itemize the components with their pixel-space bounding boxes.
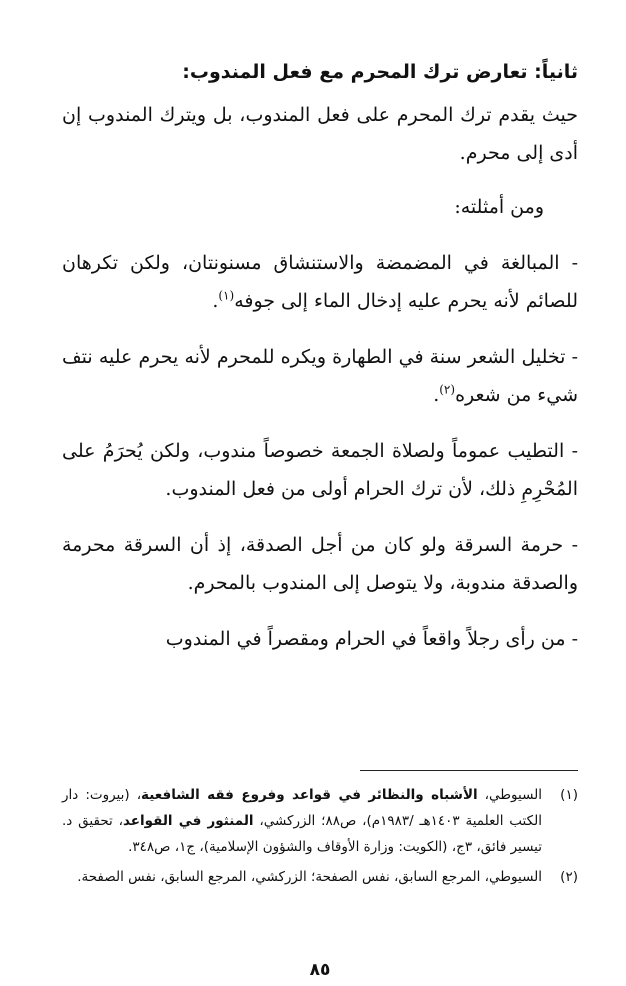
page-number: ٨٥: [309, 960, 331, 980]
footnote-ref[interactable]: (٢): [439, 382, 456, 397]
bullet-item: [62, 338, 578, 414]
bullet-text: - المبالغة في المضمضة والاستنشاق مسنونتان، ولكن تكرهان للصائم لأنه يحرم عليه إدخال الماء إلى جوفه: [62, 252, 578, 312]
footnote: [62, 864, 578, 890]
bullet-text: - تخليل الشعر سنة في الطهارة ويكره للمحرم لأنه يحرم عليه نتف شيء من شعره: [62, 346, 578, 406]
footnote-ref[interactable]: (١): [218, 288, 235, 303]
footnote-book-title: المنثور في القواعد: [123, 813, 254, 829]
bullet-item: [62, 526, 578, 602]
footnote: [62, 782, 578, 860]
footnote-publication: ، تحقيق د. تيسير فائق، ٣ج، (الكويت: وزارة الأوقاف والشؤون الإسلامية)، ج١، ص٣٤٨.: [62, 813, 542, 855]
footnote-number: (١): [560, 787, 578, 803]
footnote-text: [62, 782, 542, 860]
footnote-number: (٢): [560, 869, 578, 885]
bullet-item: [62, 432, 578, 508]
bullet-text: - التطيب عموماً ولصلاة الجمعة خصوصاً مندوب، ولكن يُحرَمُ على المُحْرِمِ ذلك، لأن ترك الحرام أولى من فعل المندوب.: [62, 440, 578, 500]
section-heading: ثانياً: تعارض ترك المحرم مع فعل المندوب:: [182, 61, 578, 83]
intro-paragraph: حيث يقدم ترك المحرم على فعل المندوب، بل ويترك المندوب إن أدى إلى محرم.: [62, 104, 578, 164]
bullet-item: [62, 620, 578, 658]
footnote-book-title: الأشباه والنظائر في قواعد وفروع فقه الشافعية: [141, 787, 478, 803]
book-page: [62, 52, 578, 986]
footnote-divider: [360, 770, 578, 771]
bullet-text: - حرمة السرقة ولو كان من أجل الصدقة، إذ أن السرقة محرمة والصدقة مندوبة، ولا يتوصل إلى المندوب بالمحرم.: [62, 534, 578, 594]
bullet-text: - من رأى رجلاً واقعاً في الحرام ومقصراً في المندوب: [165, 628, 578, 650]
footnotes: [62, 782, 578, 890]
bullet-tail: .: [433, 384, 440, 406]
bullet-item: [62, 244, 578, 320]
footnote-author: السيوطي،: [477, 787, 542, 803]
examples-intro: ومن أمثلته:: [454, 196, 544, 218]
bullet-tail: .: [212, 290, 219, 312]
footnote-text: السيوطي، المرجع السابق، نفس الصفحة؛ الزركشي، المرجع السابق، نفس الصفحة.: [77, 869, 542, 885]
footnote-publication: ، (بيروت: دار الكتب العلمية ١٤٠٣هـ /١٩٨٣م)، ص٨٨؛ الزركشي،: [62, 787, 542, 829]
